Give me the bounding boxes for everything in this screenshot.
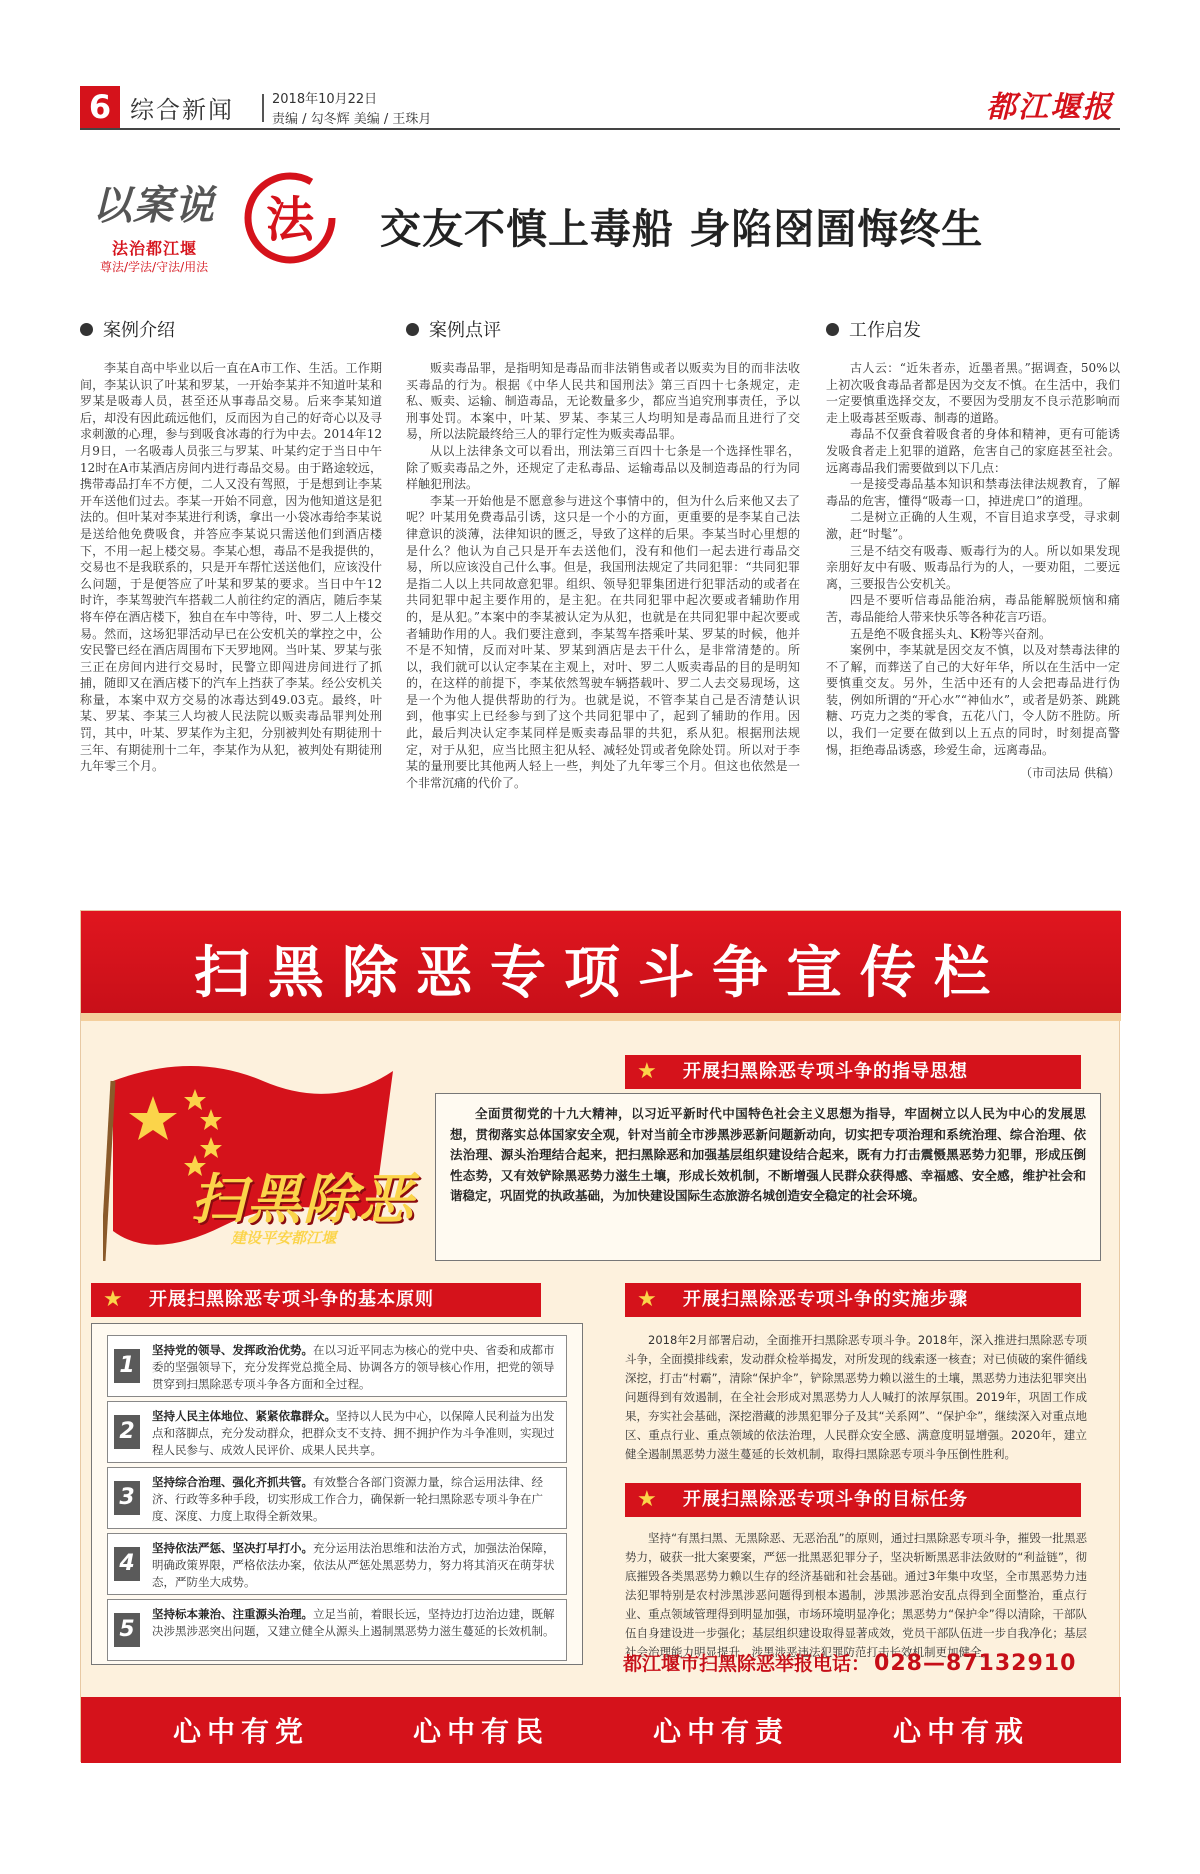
- steps-title: ★ 开展扫黑除恶专项斗争的实施步骤: [625, 1283, 1081, 1317]
- column-brand-sub: 尊法/学法/守法/用法: [100, 260, 209, 274]
- article-credit: （市司法局 供稿）: [1020, 766, 1120, 781]
- seal-icon: [242, 170, 338, 266]
- hotline-number: 028—87132910: [874, 1651, 1077, 1676]
- section-divider: [262, 94, 264, 122]
- slogan: 心中有民: [412, 1715, 549, 1748]
- headline: 交友不慎上毒船 身陷囹圄悔终生: [380, 205, 984, 253]
- issue-editors: 责编 / 勾冬辉 美编 / 王珠月: [272, 112, 432, 127]
- hotline-label: 都江堰市扫黑除恶举报电话：: [623, 1653, 871, 1675]
- slogan: 心中有党: [172, 1715, 309, 1748]
- article-lessons-paragraph: 三是不结交有吸毒、贩毒行为的人。所以如果发现亲朋好友中有吸、贩毒品行为的人，一要劝阻，二要远离，三要报告公安机关。: [826, 543, 1120, 591]
- principle-item: [107, 1401, 567, 1463]
- principle-number: 5: [114, 1613, 140, 1647]
- article-lessons-paragraph: 古人云：“近朱者赤，近墨者黑。”据调查，50%以上初次吸食毒品者都是因为交友不慎。在生活中，我们一定要慎重选择交友，不要因为受朋友不良示范影响而走上吸毒甚至贩毒、制毒的道路。: [826, 361, 1120, 425]
- principle-number: 2: [114, 1415, 140, 1449]
- article-intro: [80, 316, 382, 775]
- article-lessons-paragraph: 一是接受毒品基本知识和禁毒法律法规教育，了解毒品的危害，懂得“吸毒一口，掉进虎口”的道理。: [826, 477, 1120, 508]
- seal-char: 法: [265, 192, 315, 248]
- article-review-heading: 案例点评: [406, 316, 800, 342]
- slogan: 心中有戒: [892, 1715, 1029, 1748]
- bullet-dot-icon: [80, 323, 93, 336]
- masthead: [80, 86, 1120, 130]
- targets-title: ★ 开展扫黑除恶专项斗争的目标任务: [625, 1483, 1081, 1517]
- campaign-panel: [80, 910, 1120, 1762]
- article-review-paragraph: 从以上法律条文可以看出，刑法第三百四十七条是一个选择性罪名，除了贩卖毒品之外，还规定了走私毒品、运输毒品以及制造毒品的行为同样触犯刑法。: [406, 443, 800, 492]
- campaign-banner-title: 扫黑除恶专项斗争宣传栏: [194, 941, 1008, 1006]
- targets-text: 坚持“有黑扫黑、无黑除恶、无恶治乱”的原则，通过扫黑除恶专项斗争，摧毁一批黑恶势力，破获一批大案要案，严惩一批黑恶犯罪分子，坚决斩断黑恶非法敛财的“利益链”，彻底摧毁各类黑恶势力赖以生存的经济基础和社会基础。通过3年集中攻坚，全市黑恶势力违法犯罪特别是农村涉黑涉恶问题得到根本遏制，涉黑涉恶治安乱点得到全面整治，重点行业、重点领域管理得到明显加强，市场环境明显净化；黑恶势力“保护伞”得以清除，干部队伍自身建设进一步强化；基层组织建设取得显著成效，党员干部队伍进一步自我净化；基层社会治理能力明显提升，涉黑涉恶违法犯罪防范打击长效机制更加健全。: [625, 1531, 1087, 1659]
- bullet-dot-icon: [406, 323, 419, 336]
- guide-title: ★ 开展扫黑除恶专项斗争的指导思想: [625, 1055, 1081, 1089]
- principle-text: 坚持以人民为中心，以保障人民利益为出发点和落脚点，充分发动群众，把群众支不支持、拥不拥护作为斗争准则，实现过程人民参与、成效人民评价、成果人民共享。: [152, 1409, 555, 1457]
- article-lessons-paragraph: 五是绝不吸食摇头丸、K粉等兴奋剂。: [850, 626, 1051, 641]
- principle-lead: 坚持综合治理、强化齐抓共管。: [152, 1475, 313, 1489]
- principle-item: [107, 1599, 567, 1661]
- slogan: 心中有责: [652, 1715, 789, 1748]
- principle-number: 3: [114, 1481, 140, 1515]
- star-icon: ★: [637, 1487, 658, 1512]
- bullet-dot-icon: [826, 323, 839, 336]
- article-lessons: [826, 316, 1120, 781]
- principle-text: 在以习近平同志为核心的党中央、省委和成都市委的坚强领导下，充分发挥党总揽全局、协调各方的领导核心作用，把党的领导贯穿到扫黑除恶专项斗争各方面和全过程。: [152, 1343, 555, 1391]
- campaign-banner: [81, 911, 1121, 1021]
- issue-date: 2018年10月22日: [272, 92, 378, 107]
- article-lessons-paragraph: 案例中，李某就是因交友不慎，以及对禁毒法律的不了解，而葬送了自己的大好年华，所以在生活中一定要慎重交友。另外，生活中还有的人会把毒品进行伪装，例如所谓的“开心水”“神仙水”，或者是奶茶、跳跳糖、巧克力之类的零食，五花八门，令人防不胜防。所以，我们一定要在做到以上五点的同时，时刻提高警惕，拒绝毒品诱惑，珍爱生命，远离毒品。: [826, 643, 1120, 757]
- principle-lead: 坚持党的领导、发挥政治优势。: [152, 1343, 313, 1357]
- article-review-paragraph: 贩卖毒品罪，是指明知是毒品而非法销售或者以贩卖为目的而非法收买毒品的行为。根据《中华人民共和国刑法》第三百四十七条规定，走私、贩卖、运输、制造毒品，无论数量多少，都应当追究刑事责任，予以刑事处罚。本案中，叶某、罗某、李某三人均明知是毒品而且进行了交易，所以法院最终给三人的罪行定性为贩卖毒品罪。: [406, 361, 800, 442]
- column-brand-title: 以案说: [92, 182, 215, 229]
- principle-item: [107, 1335, 567, 1397]
- principle-number: 4: [114, 1547, 140, 1581]
- principle-number: 1: [114, 1349, 140, 1383]
- principle-text: 立足当前，着眼长远，坚持边打边治边建，既解决涉黑涉恶突出问题，又建立健全从源头上遏制黑恶势力滋生蔓延的长效机制。: [152, 1607, 555, 1638]
- principle-lead: 坚持标本兼治、注重源头治理。: [152, 1607, 313, 1621]
- article-review-paragraph: 李某一开始他是不愿意参与进这个事情中的，但为什么后来他又去了呢？叶某用免费毒品引诱，这只是一个小的方面，更重要的是李某自己法律意识的淡薄，法律知识的匮乏，导致了这样的后果。李某当时心里想的是什么？他认为自己只是开车去送他们，没有和他们一起去进行毒品交易，所以应该没自己什么事。但是，我国刑法规定了共同犯罪：“共同犯罪是指二人以上共同故意犯罪。组织、领导犯罪集团进行犯罪活动的或者在共同犯罪中起主要作用的，是主犯。在共同犯罪中起次要或者辅助作用的，是从犯。”本案中的李某被认定为从犯，也就是在共同犯罪中起次要或者辅助作用的人。我们要注意到，李某驾车搭乘叶某、罗某的时候，他并不是不知情，反而对叶某、罗某到酒店是去干什么，是非常清楚的。所以，我们就可以认定李某在主观上，对叶、罗二人贩卖毒品的目的是明知的，在这样的前提下，李某依然驾驶车辆搭载叶、罗二人去交易现场，这是一个为他人提供帮助的行为。也就是说，不管李某自己是否清楚认识到，他事实上已经参与到了这个共同犯罪中了，起到了辅助的作用。因此，最后判决认定李某同样是贩卖毒品罪的共犯，系从犯。根据刑法规定，对于从犯，应当比照主犯从轻、减轻处罚或者免除处罚。所以对于李某的量刑要比其他两人轻上一些，判处了九年零三个月。但这也依然是一个非常沉痛的代价了。: [406, 493, 800, 790]
- targets-body: [611, 1519, 1101, 1659]
- article-lessons-paragraph: 二是树立正确的人生观，不盲目追求享受，寻求刺激，赶“时髦”。: [826, 510, 1120, 541]
- column-brand: [92, 170, 352, 280]
- paper-logo: 都江堰报: [986, 90, 1114, 125]
- steps-text: 2018年2月部署启动，全面推开扫黑除恶专项斗争。2018年，深入推进扫黑除恶专项斗争，全面摸排线索，发动群众检举揭发，对所发现的线索逐一核查；对已侦破的案件循线深挖，打击“村霸”，清除“保护伞”，铲除黑恶势力赖以滋生的土壤，黑恶势力违法犯罪突出问题得到有效遏制，在全社会形成对黑恶势力人人喊打的浓厚氛围。2019年，巩固工作成果，夯实社会基础，深挖潜藏的涉黑犯罪分子及其“关系网”、“保护伞”，继续深入对重点地区、重点行业、重点领域的依法治理，人民群众安全感、满意度明显增强。2020年，建立健全遏制黑恶势力滋生蔓延的长效机制，取得扫黑除恶专项斗争压倒性胜利。: [625, 1333, 1087, 1461]
- guide-body: [435, 1093, 1101, 1261]
- principle-lead: 坚持依法严惩、坚决打早打小。: [152, 1541, 313, 1555]
- guide-text: 全面贯彻党的十九大精神，以习近平新时代中国特色社会主义思想为指导，牢固树立以人民为中心的发展思想，贯彻落实总体国家安全观，针对当前全市涉黑涉恶新问题新动向，切实把专项治理和系统治理、综合治理、依法治理、源头治理结合起来，把扫黑除恶和加强基层组织建设结合起来，既有力打击震慑黑恶势力犯罪，形成压倒性态势，又有效铲除黑恶势力滋生土壤，形成长效机制，不断增强人民群众获得感、幸福感、安全感，维护社会和谐稳定，巩固党的执政基础，为加快建设国际生态旅游名城创造安全稳定的社会环境。: [450, 1106, 1086, 1203]
- star-icon: ★: [637, 1287, 658, 1312]
- steps-body: [611, 1321, 1101, 1479]
- star-icon: ★: [637, 1059, 658, 1084]
- article-lessons-paragraph: 毒品不仅蚕食着吸食者的身体和精神，更有可能诱发吸食者走上犯罪的道路，危害自己的家庭甚至社会。远离毒品我们需要做到以下几点：: [826, 427, 1120, 475]
- article-intro-heading: 案例介绍: [80, 316, 382, 342]
- principle-lead: 坚持人民主体地位、紧紧依靠群众。: [152, 1409, 336, 1423]
- report-hotline: [623, 1649, 1076, 1676]
- principle-item: [107, 1467, 567, 1529]
- flag-subslogan: 建设平安都江堰: [231, 1229, 337, 1247]
- principles-title: ★ 开展扫黑除恶专项斗争的基本原则: [91, 1283, 541, 1317]
- principle-text: 有效整合各部门资源力量，综合运用法律、经济、行政等多种手段，切实形成工作合力，确保新一轮扫黑除恶专项斗争在广度、深度、力度上取得全新效果。: [152, 1475, 543, 1523]
- principle-text: 充分运用法治思维和法治方式，加强法治保障，明确政策界限，严格依法办案，依法从严惩处黑恶势力，努力将其消灭在萌芽状态，严防坐大成势。: [152, 1541, 555, 1589]
- article-lessons-paragraph: 四是不要听信毒品能治病，毒品能解脱烦恼和痛苦，毒品能给人带来快乐等各种花言巧语。: [826, 593, 1120, 624]
- section-name: 综合新闻: [130, 96, 234, 124]
- principle-item: [107, 1533, 567, 1595]
- slogan-bar: [81, 1697, 1121, 1763]
- star-icon: ★: [103, 1287, 124, 1312]
- article-intro-paragraph: 李某自高中毕业以后一直在A市工作、生活。工作期间，李某认识了叶某和罗某，一开始李某并不知道叶某和罗某是吸毒人员，甚至还从事毒品交易。后来李某知道后，却没有因此疏远他们，反而因为自己的好奇心以及寻求刺激的心理，参与到吸食冰毒的行为中去。2014年12月9日，一名吸毒人员张三与罗某、叶某约定于当日中午12时在A市某酒店房间内进行毒品交易。由于路途较远，携带毒品打车不方便，二人又没有驾照，于是想到让李某开车送他们过去。李某一开始不同意，因为他知道这是犯法的。但叶某对李某进行利诱，拿出一小袋冰毒给李某说是送给他免费吸食，并答应李某说只需送他们到酒店楼下，不用一起上楼交易。李某心想，毒品不是我提供的，交易也不是我联系的，只是开车帮忙送送他们，应该没什么问题，于是便答应了叶某和罗某的要求。当日中午12时许，李某驾驶汽车搭载二人前往约定的酒店，随后李某将车停在酒店楼下，独自在车中等待，叶、罗二人上楼交易。然而，这场犯罪活动早已在公安机关的掌控之中，公安民警已经在酒店周围布下天罗地网。当叶某、罗某与张三正在房间内进行交易时，民警立即闯进房间进行了抓捕，随即又在酒店楼下的汽车上挡获了李某。经公安机关称量，本案中双方交易的冰毒达到49.03克。最终，叶某、罗某、李某三人均被人民法院以贩卖毒品罪判处刑罚，其中，叶某、罗某作为主犯，分别被判处有期徒刑十三年、有期徒刑十二年，李某作为从犯，被判处有期徒刑九年零三个月。: [80, 361, 382, 774]
- column-brand-name: 法治都江堰: [112, 236, 197, 259]
- article-lessons-heading: 工作启发: [826, 316, 1120, 342]
- page-number: 6: [80, 86, 120, 128]
- article-review: [406, 316, 800, 791]
- flag-slogan: 扫黑除恶: [191, 1167, 415, 1231]
